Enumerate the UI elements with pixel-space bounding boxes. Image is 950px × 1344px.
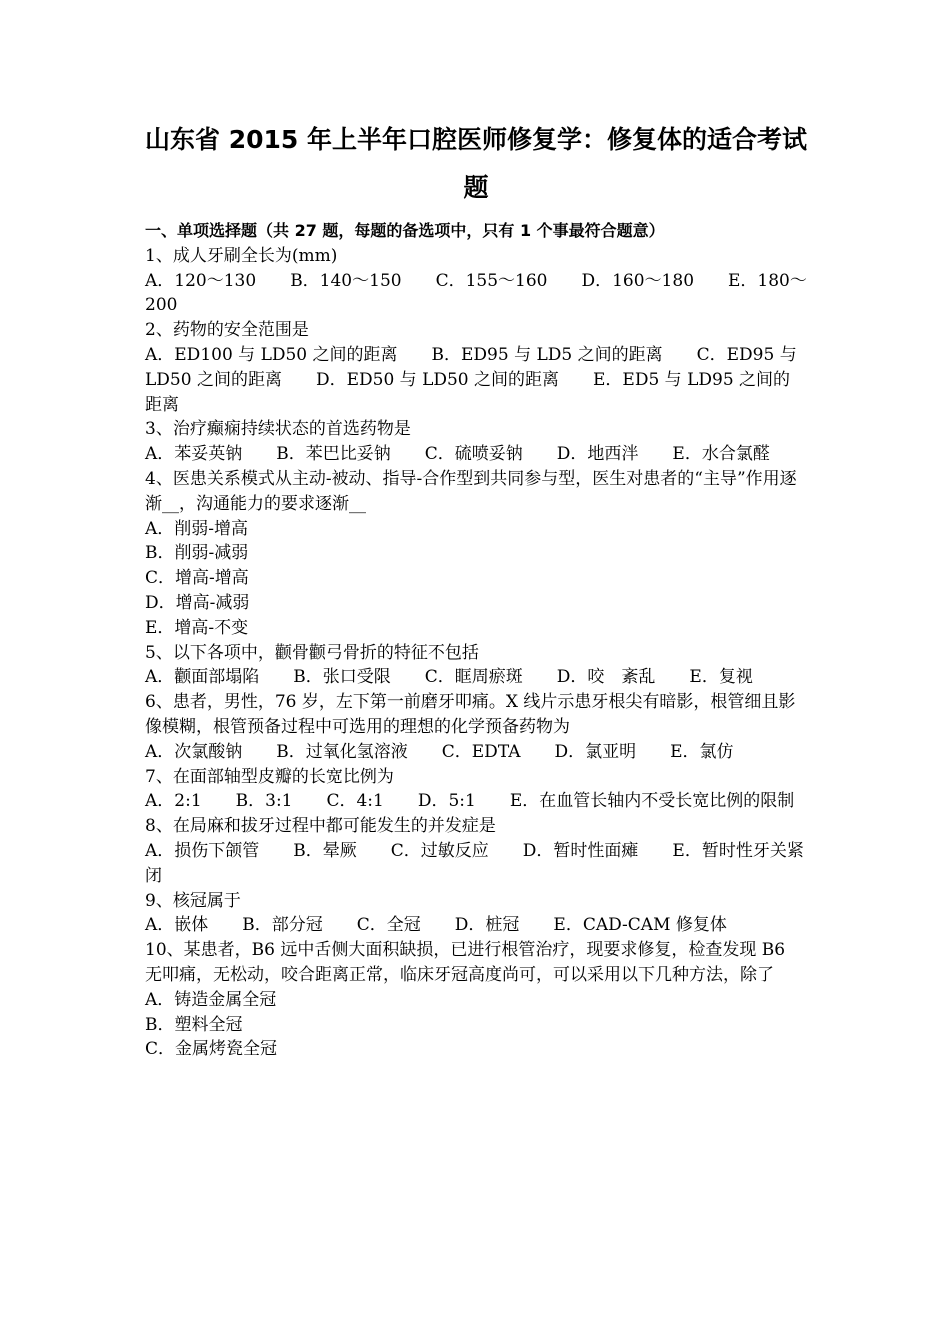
title-line-2: 题 — [463, 173, 489, 202]
question-9-stem: 9、核冠属于 — [145, 890, 241, 911]
question-4-option-e: E．增高-不变 — [145, 617, 249, 638]
question-list — [145, 219, 807, 1062]
question-7-options: A．2:1 B．3:1 C．4:1 D．5:1 E．在血管长轴内不受长宽比例的限制 — [145, 791, 795, 812]
option-b: B．140～150 — [290, 270, 402, 291]
question-10-option-a: A．铸造金属全冠 — [145, 989, 277, 1010]
question-10-option-c: C．金属烤瓷全冠 — [145, 1039, 278, 1060]
question-3-options: A．苯妥英钠 B．苯巴比妥钠 C．硫喷妥钠 D．地西泮 E．水合氯醛 — [145, 444, 770, 465]
question-5-stem: 5、以下各项中，颧骨颧弓骨折的特征不包括 — [145, 642, 479, 663]
question-6-stem: 6、患者，男性，76 岁，左下第一前磨牙叩痛。X 线片示患牙根尖有暗影，根管细且影像模糊，根管预备过程中可选用的理想的化学预备药物为 — [145, 692, 796, 737]
option-c: C．155～160 — [435, 270, 548, 291]
question-5-options: A．颧面部塌陷 B．张口受限 C．眶周瘀斑 D．咬 紊乱 E．复视 — [145, 667, 753, 688]
question-7-stem: 7、在面部轴型皮瓣的长宽比例为 — [145, 766, 394, 787]
question-1-options — [145, 269, 807, 294]
question-8-options: A．损伤下颌管 B．晕厥 C．过敏反应 D．暂时性面瘫 E．暂时性牙关紧闭 — [145, 840, 804, 886]
question-1-option-wrap: 200 — [145, 295, 178, 316]
question-2-stem: 2、药物的安全范围是 — [145, 320, 309, 341]
section-heading: 一、单项选择题（共 27 题，每题的备选项中，只有 1 个事最符合题意） — [145, 221, 665, 240]
option-e: E．180～ — [728, 270, 807, 291]
question-9-options: A．嵌体 B．部分冠 C．全冠 D．桩冠 E．CAD-CAM 修复体 — [145, 915, 727, 936]
question-2-options: A．ED100 与 LD50 之间的距离 B．ED95 与 LD5 之间的距离 C．ED95 与 LD50 之间的距离 D．ED50 与 LD50 之间的距离 E．ED5 与 LD95 之间的距离 — [145, 344, 803, 415]
document-title — [145, 116, 807, 212]
question-4-option-b: B．削弱-减弱 — [145, 543, 249, 564]
question-6-options: A．次氯酸钠 B．过氧化氢溶液 C．EDTA D．氯亚明 E．氯仿 — [145, 741, 734, 762]
question-4-option-a: A．削弱-增高 — [145, 518, 249, 539]
question-4-option-c: C．增高-增高 — [145, 568, 249, 589]
question-10-option-b: B．塑料全冠 — [145, 1014, 243, 1035]
question-1-stem: 1、成人牙刷全长为(mm) — [145, 245, 338, 266]
question-10-stem: 10、某患者，B6 远中舌侧大面积缺损，已进行根管治疗，现要求修复，检查发现 B6 无叩痛，无松动，咬合距离正常，临床牙冠高度尚可，可以采用以下几种方法，除了 — [145, 940, 791, 985]
question-3-stem: 3、治疗癫痫持续状态的首选药物是 — [145, 419, 411, 440]
option-a: A．120～130 — [145, 270, 257, 291]
question-4-stem: 4、医患关系模式从主动-被动、指导-合作型到共同参与型，医生对患者的“主导”作用逐渐__，沟通能力的要求逐渐__ — [145, 468, 797, 514]
title-line-1: 山东省 2015 年上半年口腔医师修复学：修复体的适合考试 — [145, 125, 807, 154]
option-d: D．160～180 — [581, 270, 695, 291]
question-4-option-d: D．增高-减弱 — [145, 592, 250, 613]
question-8-stem: 8、在局麻和拔牙过程中都可能发生的并发症是 — [145, 816, 496, 837]
